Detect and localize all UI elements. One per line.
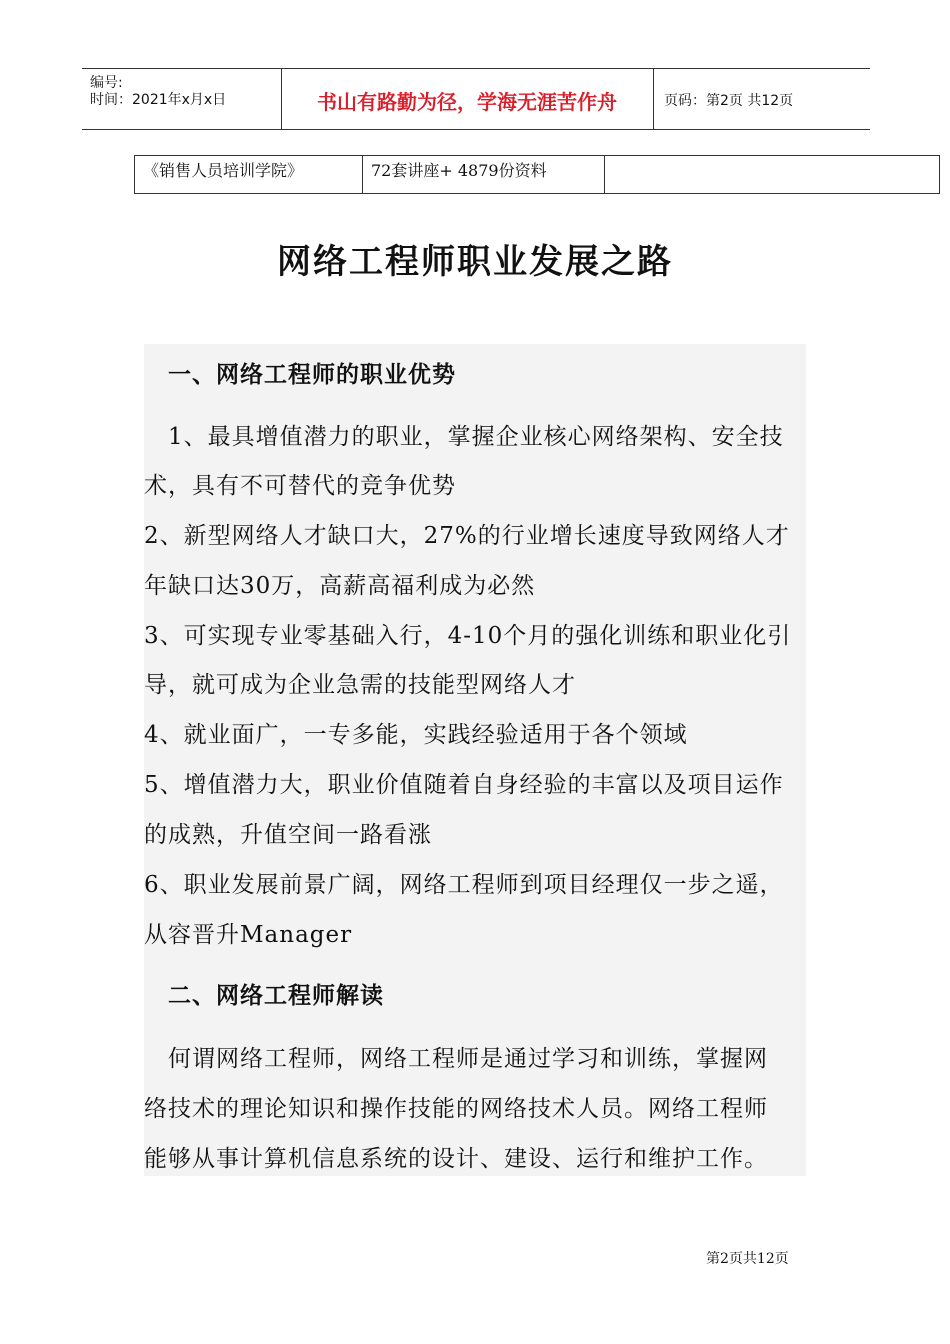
page-footer: 第2页共12页 [706, 1251, 789, 1267]
body-line: 能够从事计算机信息系统的设计、建设、运行和维护工作。 [144, 1146, 768, 1172]
body-line: 络技术的理论知识和操作技能的网络技术人员。网络工程师 [144, 1096, 768, 1122]
body-line: 年缺口达30万，高薪高福利成为必然 [144, 573, 536, 599]
body-line: 6、职业发展前景广阔，网络工程师到项目经理仅一步之遥， [144, 872, 784, 898]
header-motto-cell [281, 69, 654, 129]
info-cell-materials: 72套讲座+ 4879份资料 [363, 156, 605, 193]
body-line: 5、增值潜力大，职业价值随着自身经验的丰富以及项目运作 [144, 772, 784, 798]
serial-number-label: 编号: [90, 75, 123, 91]
body-line: 3、可实现专业零基础入行，4-10个月的强化训练和职业化引 [144, 623, 792, 649]
page-number-label: 页码：第2页 共12页 [664, 93, 794, 109]
date-label: 时间：2021年x月x日 [90, 92, 227, 108]
body-line: 的成熟，升值空间一路看涨 [144, 822, 432, 848]
body-line: 术，具有不可替代的竞争优势 [144, 473, 456, 499]
section-heading-interpretation: 二、网络工程师解读 [144, 982, 384, 1009]
info-table [134, 155, 940, 194]
body-line: 导，就可成为企业急需的技能型网络人才 [144, 672, 576, 698]
header-page-cell [654, 69, 870, 129]
header-meta-cell [82, 69, 282, 129]
info-cell-empty [605, 156, 939, 193]
page-header [82, 68, 870, 130]
info-cell-academy: 《销售人员培训学院》 [135, 156, 363, 193]
motto-text: 书山有路勤为径，学海无涯苦作舟 [317, 90, 617, 114]
body-line: 从容晋升Manager [144, 922, 353, 948]
body-line: 1、最具增值潜力的职业，掌握企业核心网络架构、安全技 [144, 424, 784, 450]
body-line: 何谓网络工程师，网络工程师是通过学习和训练，掌握网 [144, 1046, 768, 1072]
body-line: 2、新型网络人才缺口大，27%的行业增长速度导致网络人才 [144, 523, 790, 549]
section-heading-advantages: 一、网络工程师的职业优势 [144, 361, 456, 388]
body-line: 4、就业面广，一专多能，实践经验适用于各个领域 [144, 722, 688, 748]
document-title: 网络工程师职业发展之路 [277, 242, 673, 282]
